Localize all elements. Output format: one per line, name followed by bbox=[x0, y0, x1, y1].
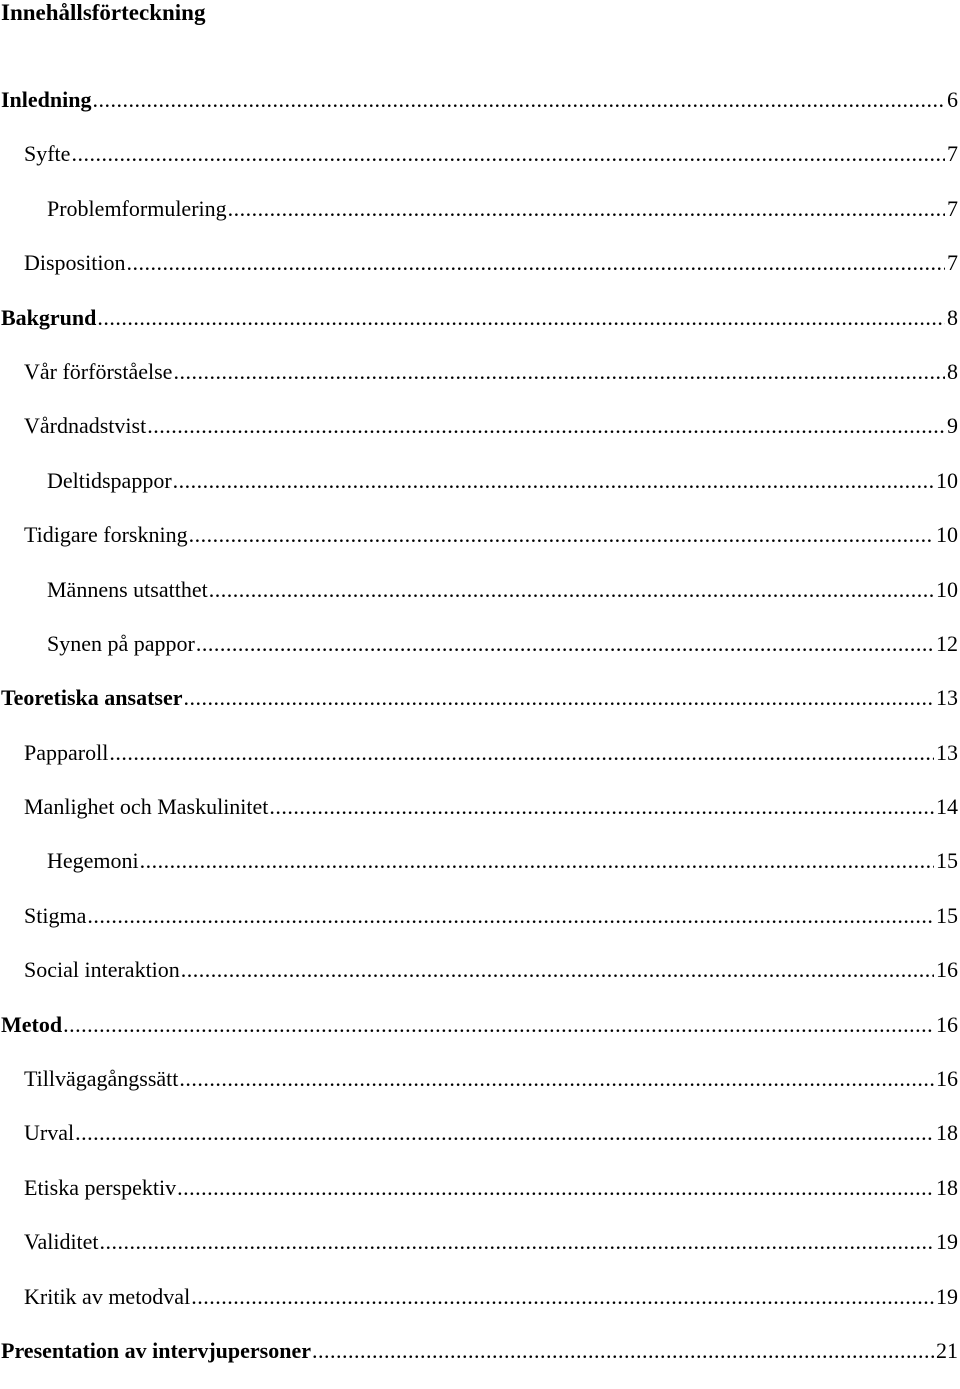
toc-entry-tillvagagangssatt[interactable] bbox=[0, 1063, 960, 1117]
toc-entry-title: Bakgrund bbox=[1, 304, 97, 330]
toc-heading: Innehållsförteckning bbox=[1, 0, 206, 25]
toc-entry-title: Manlighet och Maskulinitet bbox=[24, 794, 269, 820]
toc-entry-hegemoni[interactable] bbox=[0, 845, 960, 899]
toc-dot-leader bbox=[172, 356, 945, 388]
toc-dot-leader bbox=[92, 84, 946, 116]
toc-entry-title: Männens utsatthet bbox=[47, 576, 208, 602]
toc-entry-disposition[interactable] bbox=[0, 247, 960, 301]
toc-page-number: 16 bbox=[936, 957, 958, 983]
toc-dot-leader bbox=[268, 791, 934, 823]
toc-entry-deltidspappor[interactable] bbox=[0, 465, 960, 519]
toc-page-number: 18 bbox=[936, 1174, 958, 1200]
toc-dot-leader bbox=[86, 900, 934, 932]
toc-entry-title: Presentation av intervjupersoner bbox=[1, 1337, 311, 1363]
toc-entry-kritik-av-metodval[interactable] bbox=[0, 1281, 960, 1335]
toc-entry-title: Tidigare forskning bbox=[24, 522, 188, 548]
toc-dot-leader bbox=[180, 954, 934, 986]
toc-entry-title: Social interaktion bbox=[24, 957, 180, 983]
toc-entry-title: Hegemoni bbox=[47, 848, 139, 874]
toc-page-number: 14 bbox=[936, 794, 958, 820]
toc-page-number: 10 bbox=[936, 576, 958, 602]
toc-dot-leader bbox=[96, 302, 945, 334]
toc-entry-metod[interactable] bbox=[0, 1009, 960, 1063]
toc-page-number: 10 bbox=[936, 467, 958, 493]
toc-entry-title: Vårdnadstvist bbox=[24, 413, 147, 439]
toc-page-number: 6 bbox=[947, 87, 958, 112]
toc-dot-leader bbox=[108, 737, 934, 769]
toc-entry-etiska-perspektiv[interactable] bbox=[0, 1172, 960, 1226]
toc-page-number: 10 bbox=[936, 522, 958, 548]
toc-entry-teoretiska-ansatser[interactable] bbox=[0, 682, 960, 736]
toc-dot-leader bbox=[188, 519, 934, 551]
toc-dot-leader bbox=[311, 1335, 934, 1367]
toc-entry-title: Syfte bbox=[24, 141, 71, 167]
toc-entry-problemformulering[interactable] bbox=[0, 193, 960, 247]
toc-entry-title: Etiska perspektiv bbox=[24, 1174, 177, 1200]
toc-entry-tidigare-forskning[interactable] bbox=[0, 519, 960, 573]
toc-entry-var-forforstaelse[interactable] bbox=[0, 356, 960, 410]
toc-dot-leader bbox=[125, 247, 945, 279]
toc-entry-title: Problemformulering bbox=[47, 195, 227, 221]
toc-entry-title: Stigma bbox=[24, 902, 87, 928]
toc-entry-synen-pa-pappor[interactable] bbox=[0, 628, 960, 682]
toc-dot-leader bbox=[146, 410, 945, 442]
toc-entry-social-interaktion[interactable] bbox=[0, 954, 960, 1008]
toc-entry-title: Kritik av metodval bbox=[24, 1283, 191, 1309]
toc-entry-manlighet-och-maskulinitet[interactable] bbox=[0, 791, 960, 845]
toc-list bbox=[0, 84, 960, 1389]
toc-page-number: 21 bbox=[936, 1337, 958, 1363]
toc-entry-mannens-utsatthet[interactable] bbox=[0, 574, 960, 628]
toc-entry-bakgrund[interactable] bbox=[0, 302, 960, 356]
toc-entry-syfte[interactable] bbox=[0, 138, 960, 192]
toc-dot-leader bbox=[227, 193, 945, 225]
toc-entry-presentation-av-intervjupersoner[interactable] bbox=[0, 1335, 960, 1389]
toc-entry-title: Teoretiska ansatser bbox=[1, 685, 183, 711]
toc-entry-validitet[interactable] bbox=[0, 1226, 960, 1280]
toc-entry-title: Papparoll bbox=[24, 739, 109, 765]
toc-page-number: 7 bbox=[947, 141, 958, 167]
toc-dot-leader bbox=[62, 1009, 934, 1041]
toc-entry-stigma[interactable] bbox=[0, 900, 960, 954]
toc-page-number: 16 bbox=[936, 1011, 958, 1037]
toc-entry-papparoll[interactable] bbox=[0, 737, 960, 791]
toc-dot-leader bbox=[208, 574, 934, 606]
toc-entry-title: Deltidspappor bbox=[47, 467, 172, 493]
toc-entry-urval[interactable] bbox=[0, 1117, 960, 1171]
toc-page-number: 13 bbox=[936, 739, 958, 765]
toc-dot-leader bbox=[178, 1063, 934, 1095]
toc-page-number: 9 bbox=[947, 413, 958, 439]
toc-entry-vardnadstvist[interactable] bbox=[0, 410, 960, 464]
toc-dot-leader bbox=[70, 138, 945, 170]
toc-page-number: 15 bbox=[936, 848, 958, 874]
toc-page-number: 15 bbox=[936, 902, 958, 928]
toc-entry-title: Synen på pappor bbox=[47, 630, 195, 656]
toc-page-number: 18 bbox=[936, 1120, 958, 1146]
toc-entry-title: Disposition bbox=[24, 250, 126, 276]
toc-dot-leader bbox=[99, 1226, 934, 1258]
toc-dot-leader bbox=[176, 1172, 934, 1204]
toc-page-number: 19 bbox=[936, 1283, 958, 1309]
toc-page-number: 12 bbox=[936, 630, 958, 656]
toc-entry-title: Inledning bbox=[1, 87, 92, 112]
toc-entry-title: Vår förförståelse bbox=[24, 358, 173, 384]
toc-page-number: 16 bbox=[936, 1066, 958, 1092]
toc-page-number: 19 bbox=[936, 1229, 958, 1255]
toc-entry-title: Validitet bbox=[24, 1229, 99, 1255]
toc-page-number: 7 bbox=[947, 195, 958, 221]
toc-page-number: 7 bbox=[947, 250, 958, 276]
toc-entry-title: Metod bbox=[1, 1011, 63, 1037]
toc-dot-leader bbox=[172, 465, 934, 497]
toc-entry-title: Tillvägagångssätt bbox=[24, 1066, 179, 1092]
toc-entry-title: Urval bbox=[24, 1120, 75, 1146]
toc-dot-leader bbox=[183, 682, 935, 714]
toc-dot-leader bbox=[139, 845, 934, 877]
toc-page-number: 13 bbox=[936, 685, 958, 711]
toc-entry-inledning[interactable] bbox=[0, 84, 960, 138]
toc-dot-leader bbox=[74, 1117, 934, 1149]
toc-page-number: 8 bbox=[947, 358, 958, 384]
toc-page-number: 8 bbox=[947, 304, 958, 330]
toc-dot-leader bbox=[190, 1281, 934, 1313]
toc-dot-leader bbox=[195, 628, 934, 660]
